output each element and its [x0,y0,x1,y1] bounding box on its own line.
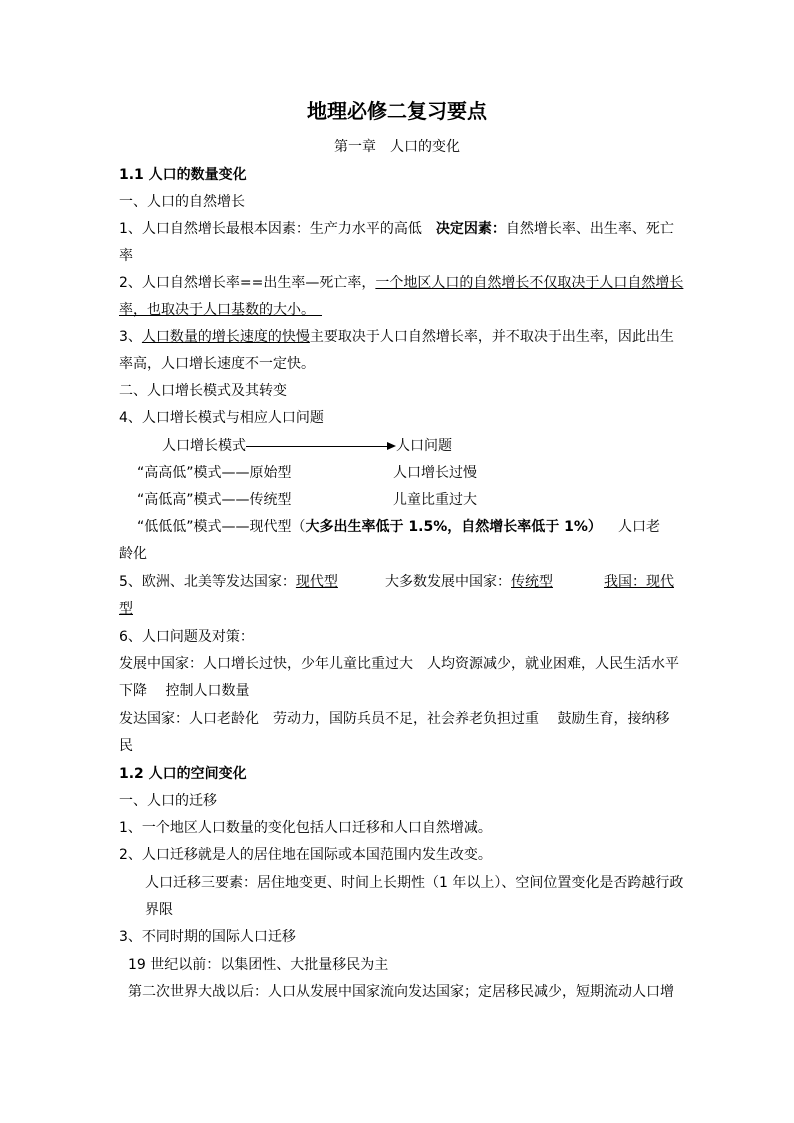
model-primitive: “高高低”模式——原始型 [137,465,292,481]
developing-countries: 发展中国家：人口增长过快，少年儿童比重过大 人均资源减少，就业困难，人民生活水平 [119,656,679,672]
paragraph-5-cont: 型 [119,601,133,617]
migration-point-1: 1、一个地区人口数量的变化包括人口迁移和人口自然增减。 [119,820,492,836]
paragraph-5-a [119,572,338,592]
paragraph-3-cont: 率高，人口增长速度不一定快。 [119,356,315,372]
paragraph-5-traditional: 传统型 [511,574,553,590]
model-modern-text: “低低低”模式——现代型（ [137,519,306,535]
migration-elements: 人口迁移三要素：居住地变更、时间上长期性（1 年以上）、空间位置变化是否跨越行政 [145,875,684,891]
model-modern-problem: 人口老 [618,519,660,535]
model-modern-cont: 龄化 [119,546,147,562]
developing-countries-cont: 下降 控制人口数量 [119,683,250,699]
paragraph-5-text-c: 大多数发展中国家： [385,574,511,590]
paragraph-4: 4、人口增长模式与相应人口问题 [119,410,324,426]
paragraph-2-cont [119,300,322,320]
model-traditional-problem: 儿童比重过大 [393,492,477,508]
paragraph-5-text-a: 5、欧洲、北美等发达国家： [119,574,296,590]
subheading-growth-models: 二、人口增长模式及其转变 [119,383,287,399]
migration-elements-cont: 界限 [145,902,173,918]
arrow-right-label: 人口问题 [396,438,452,454]
section-heading-1-1: 1.1 人口的数量变化 [119,167,247,183]
model-traditional: “高低高”模式——传统型 [137,492,292,508]
migration-point-2: 2、人口迁移就是人的居住地在国际或本国范围内发生改变。 [119,847,492,863]
paragraph-5-china: 我国：现代 [604,574,674,590]
developed-countries: 发达国家：人口老龄化 劳动力，国防兵员不足，社会养老负担过重 鼓励生育，接纳移 [119,711,670,727]
paragraph-2-underlined: 一个地区人口的自然增长不仅取决于人口自然增长 [375,275,684,291]
section-heading-1-2: 1.2 人口的空间变化 [119,766,247,782]
arrow-left-label: 人口增长模式 [162,438,246,454]
paragraph-1-bold: 决定因素： [435,221,506,237]
model-arrow-row [162,436,452,456]
developed-countries-cont: 民 [119,738,133,754]
paragraph-5-modern: 现代型 [295,574,338,590]
migration-post-ww2: 第二次世界大战以后：人口从发展中国家流向发达国家；定居移民减少，短期流动人口增 [128,984,674,1000]
paragraph-6: 6、人口问题及对策： [119,629,254,645]
paragraph-3-text: 主要取决于人口自然增长率，并不取决于出生率，因此出生 [309,329,674,345]
paragraph-1-cont: 率 [119,248,133,264]
paragraph-2 [119,273,683,293]
model-primitive-problem: 人口增长过慢 [393,465,477,481]
paragraph-5-b [385,572,553,592]
paragraph-1-text-c: 自然增长率、出生率、死亡 [505,221,674,237]
chapter-heading: 第一章 人口的变化 [334,139,460,155]
document-title: 地理必修二复习要点 [307,99,487,123]
model-modern-bold: 大多出生率低于 1.5%，自然增长率低于 1%） [305,519,602,535]
paragraph-3 [119,327,674,347]
paragraph-3-number: 3、 [119,329,142,345]
right-arrow-icon [246,436,396,456]
paragraph-2-underlined-cont: 率，也取决于人口基数的大小。 [119,302,308,318]
paragraph-1 [119,219,674,239]
subheading-natural-growth: 一、人口的自然增长 [119,194,245,210]
migration-pre-19th: 19 世纪以前：以集团性、大批量移民为主 [128,957,389,973]
paragraph-2-text-a: 2、人口自然增长率==出生率—死亡率， [119,275,376,291]
migration-point-3: 3、不同时期的国际人口迁移 [119,929,296,945]
paragraph-3-underlined: 人口数量的增长速度的快慢 [141,329,310,345]
subheading-migration: 一、人口的迁移 [119,793,217,809]
model-modern [137,517,602,537]
paragraph-1-text-a: 1、人口自然增长最根本因素：生产力水平的高低 [119,221,436,237]
